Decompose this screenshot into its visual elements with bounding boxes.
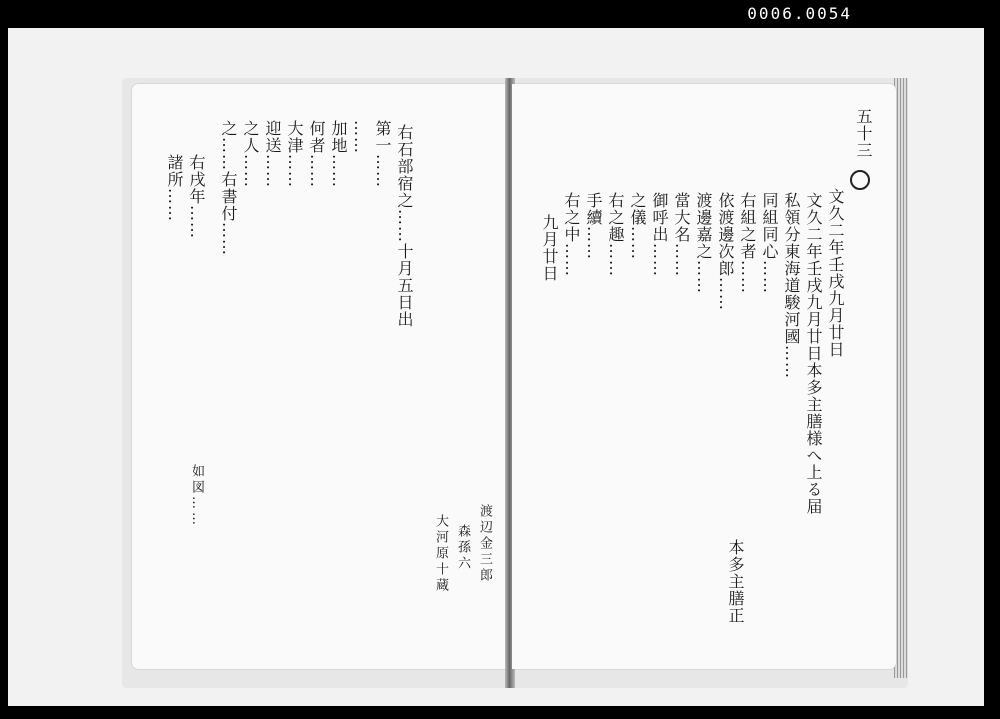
left-heading: 右石部宿之……十月五日出 [395, 124, 414, 328]
right-line-8: 御呼出…… [650, 192, 669, 277]
left-name-3: 大河原十蔵 [433, 514, 448, 594]
right-line-6: 渡邊嘉之…… [694, 192, 713, 294]
right-signature: 本多主膳正 [726, 539, 745, 624]
left-line-7: 迎送…… [263, 120, 282, 188]
right-date-heading: 文久二年壬戌九月廿日 [826, 188, 845, 358]
left-line-4: 加地…… [329, 120, 348, 188]
circle-mark-icon [850, 170, 870, 190]
right-line-9: 之儀…… [628, 192, 647, 260]
right-line-10: 右之趣…… [606, 192, 625, 277]
right-line-12: 右之中…… [562, 192, 581, 277]
right-line-5: 依渡邊次郎…… [716, 192, 735, 311]
left-line-9: 之……右書付…… [219, 120, 238, 256]
left-line-2: 第一…… [373, 120, 392, 188]
right-line-1: 文久二年壬戌九月廿日本多主膳様へ上る届 [804, 192, 823, 515]
right-line-4: 右組之者…… [738, 192, 757, 294]
right-closing-date: 九月廿日 [540, 214, 559, 282]
left-page [132, 84, 507, 669]
section-label: 五十三 [854, 108, 873, 159]
left-footer-2: 諸所…… [165, 154, 184, 222]
right-page [512, 84, 896, 669]
page-edges [894, 78, 908, 678]
right-line-11: 手續…… [584, 192, 603, 260]
left-line-5: 何者…… [307, 120, 326, 188]
left-name-2: 森孫六 [455, 524, 470, 572]
right-line-3: 同組同心…… [760, 192, 779, 294]
left-note: 如図…… [189, 464, 204, 528]
left-line-6: 大津…… [285, 120, 304, 188]
frame-number: 0006.0054 [747, 4, 852, 23]
right-line-2: 私領分東海道駿河國…… [782, 192, 801, 379]
left-footer-1: 右戌年…… [187, 154, 206, 239]
left-line-3: …… [351, 120, 370, 154]
left-name-1: 渡辺金三郎 [477, 504, 492, 584]
right-line-7: 當大名…… [672, 192, 691, 277]
left-line-8: 之人…… [241, 120, 260, 188]
book [122, 78, 908, 688]
